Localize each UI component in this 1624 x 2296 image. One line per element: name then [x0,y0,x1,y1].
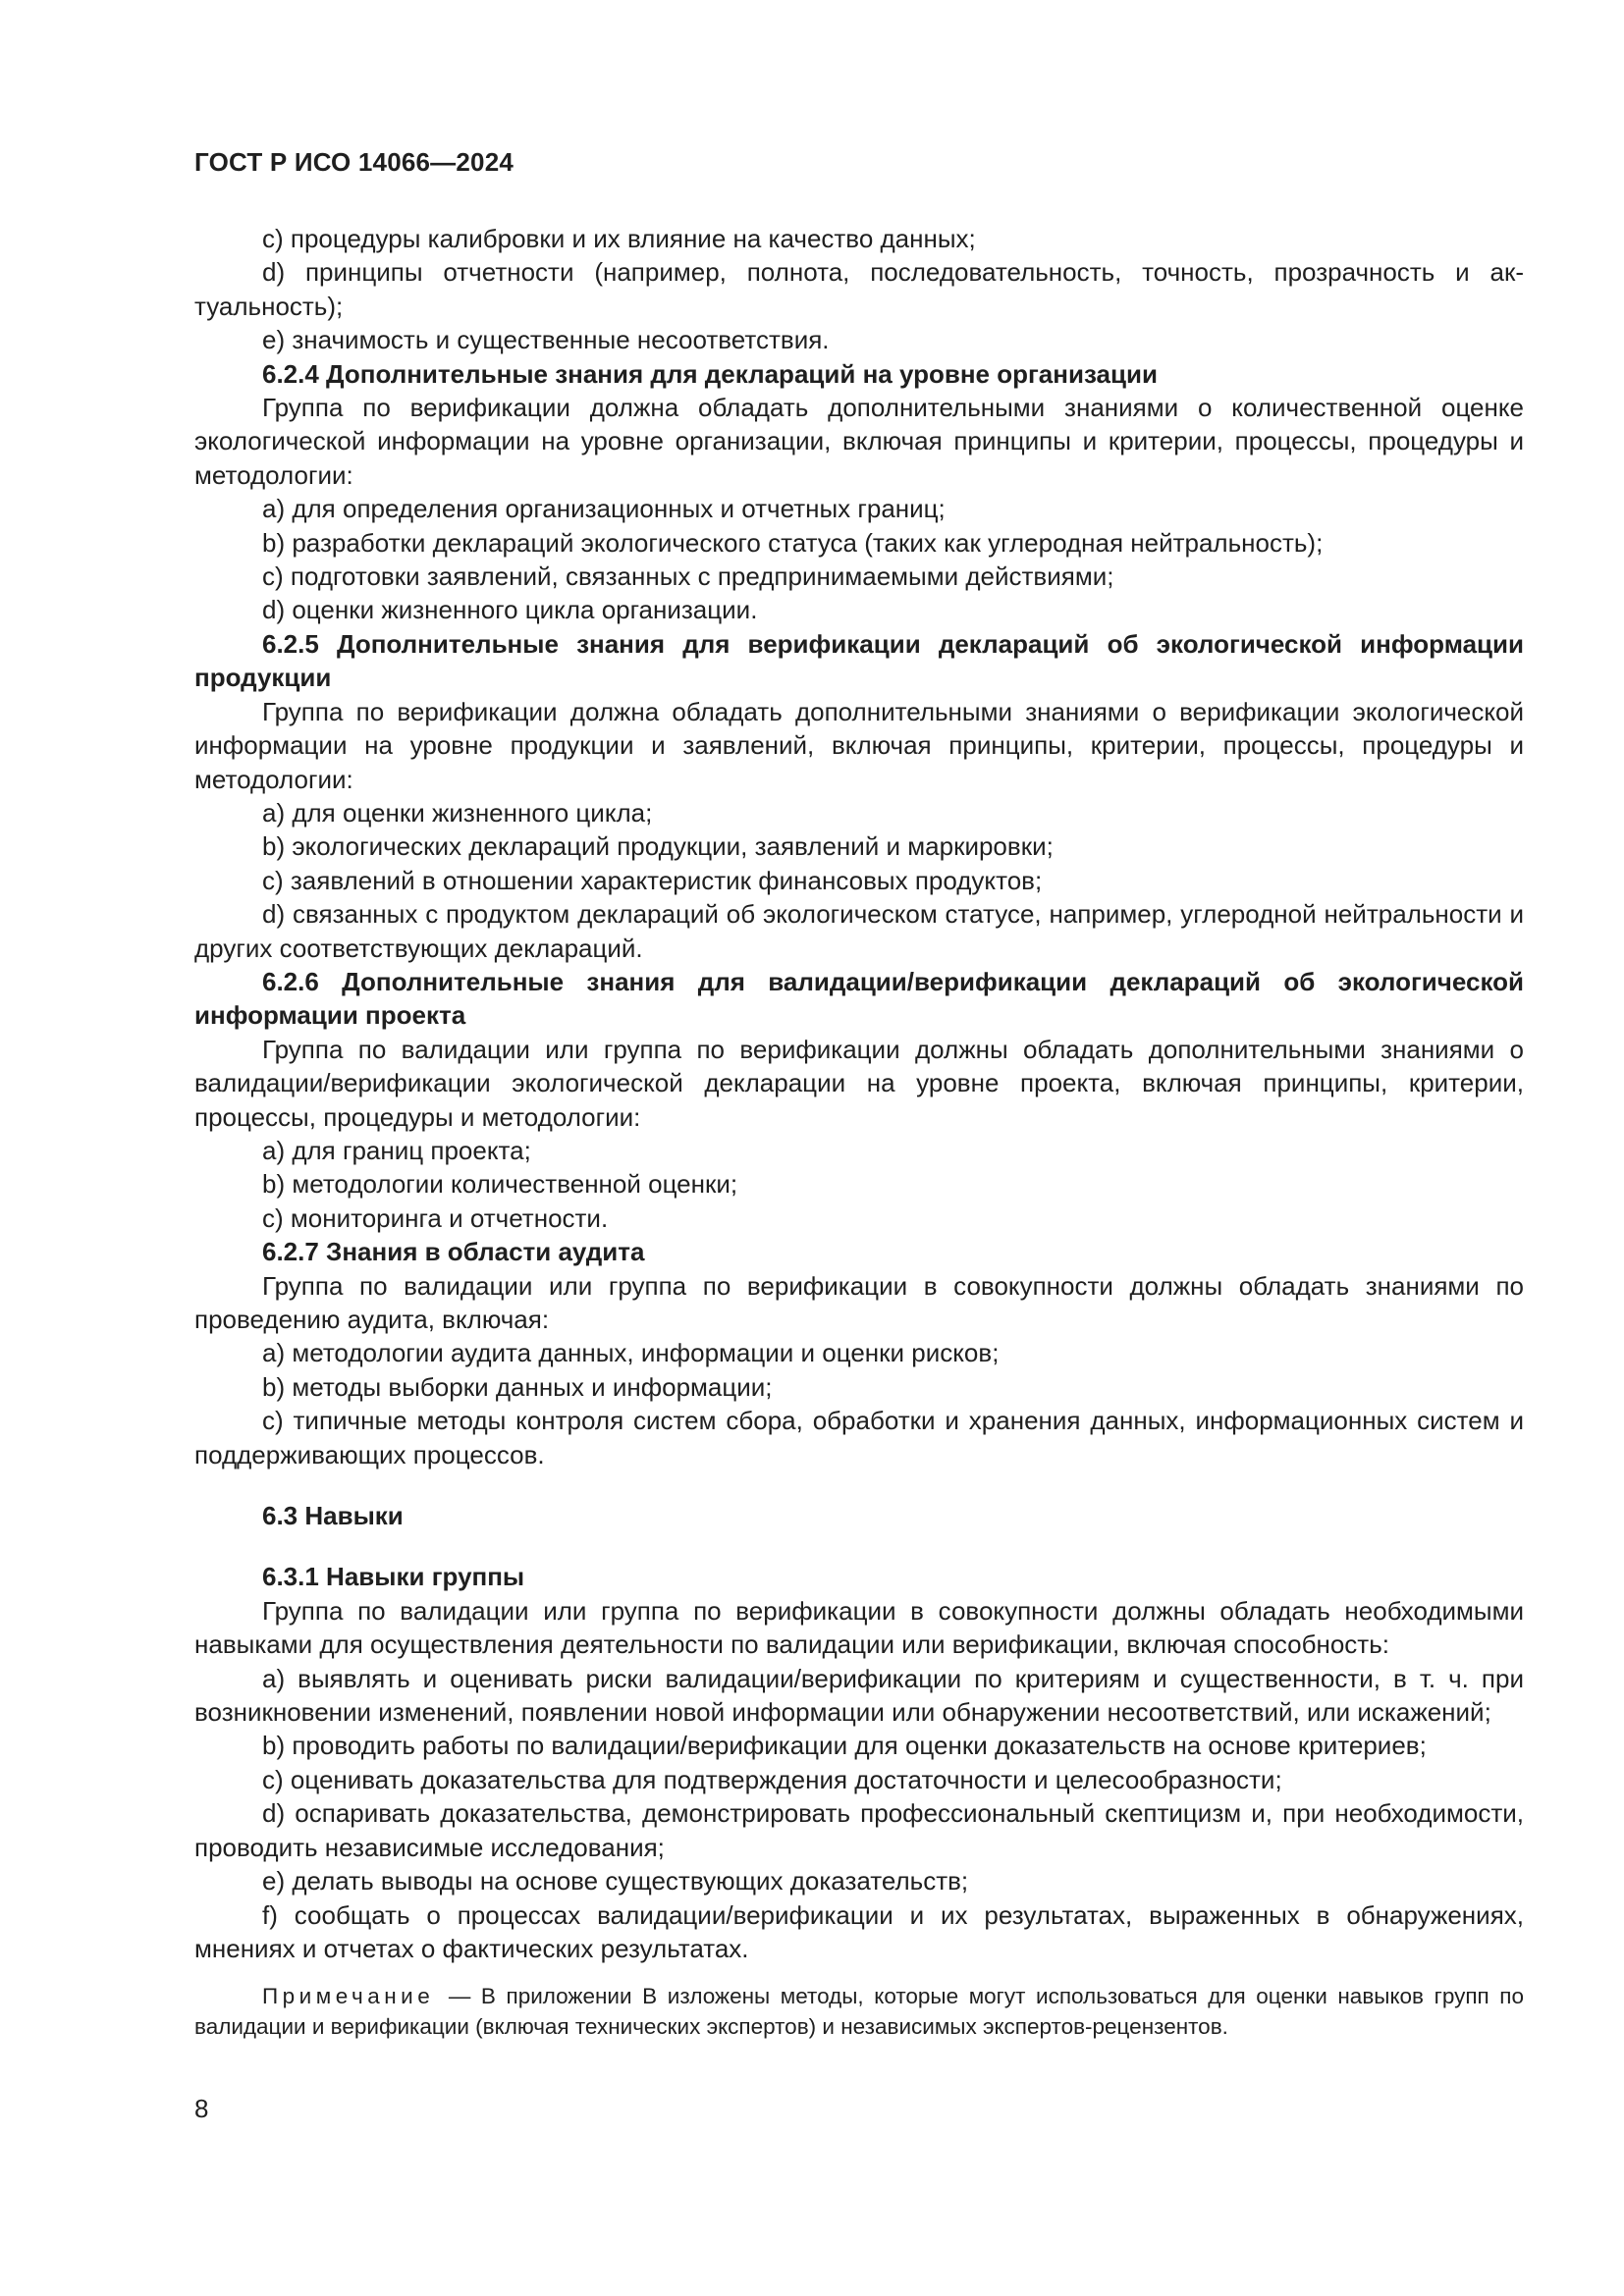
section-heading: 6.2.6 Дополнительные знания для валидации/верификации деклараций об экологической информации проекта [194,966,1524,1031]
list-item: b) разработки деклараций экологического статуса (таких как углеродная нейтральность); [262,527,1324,558]
list-item: d) оценки жизненного цикла организации. [262,595,758,625]
list-item: a) выявлять и оценивать риски валидации/верификации по критериям и существенности, в т. ч. при возникновении изменений, появлении новой информации или обнаружении несоответствий, или искажений; [194,1663,1524,1728]
list-item: c) оценивать доказательства для подтверждения достаточности и целесообразности; [262,1764,1282,1794]
body-paragraph: Группа по валидации или группа по верификации в совокупности должны обладать знаниями по проведению аудита, включая: [194,1270,1524,1334]
note-paragraph [194,1981,1524,2042]
section-heading: 6.2.4 Дополнительные знания для деклараций на уровне организации [262,358,1158,389]
section-heading: 6.2.7 Знания в области аудита [262,1237,645,1267]
body-paragraph: Группа по валидации или группа по верификации в совокупности должны обладать необходимыми навыками для осуществления деятельности по валидации или верификации, включая способность: [194,1595,1524,1660]
body-paragraph: Группа по валидации или группа по верификации должны обладать дополнительными знаниями о валидации/верификации экологической декларации на уровне проекта, включая принципы, критерии, процессы, процедуры и методологии: [194,1034,1524,1132]
list-item: e) значимость и существенные несоответствия. [262,325,830,355]
list-item: b) методологии количественной оценки; [262,1169,738,1200]
list-item: a) для границ проекта; [262,1135,531,1165]
section-heading: 6.2.5 Дополнительные знания для верификации деклараций об экологической информации продукции [194,628,1524,693]
section-heading: 6.3.1 Навыки группы [262,1562,525,1592]
body-paragraph: Группа по верификации должна обладать дополнительными знаниями о верификации экологической информации на уровне продукции и заявлений, включая принципы, критерии, процессы, процедуры и методологии: [194,696,1524,794]
list-item: c) мониторинга и отчетности. [262,1202,609,1233]
body-paragraph: Группа по верификации должна обладать дополнительными знаниями о количественной оценке экологической информации на уровне организации, включая принципы и критерии, процессы, процедуры и методологии: [194,393,1524,490]
list-item: c) подготовки заявлений, связанных с предпринимаемыми действиями; [262,561,1114,592]
list-item: c) типичные методы контроля систем сбора, обработки и хранения данных, информационных систем и поддерживающих процессов. [194,1406,1524,1469]
list-item: a) методологии аудита данных, информации и оценки рисков; [262,1338,1000,1368]
list-item: b) проводить работы по валидации/верификации для оценки доказательств на основе критериев; [262,1731,1427,1761]
list-item: c) заявлений в отношении характеристик финансовых продуктов; [262,865,1043,895]
list-item: b) методы выборки данных и информации; [262,1371,773,1402]
section-heading: 6.3 Навыки [262,1501,404,1531]
note-label: Примечание [262,1984,435,2009]
page-content [194,222,1524,2042]
note-text: — В приложении В изложены методы, которые могут использоваться для оценки навыков групп по валидации и верификации (включая технических экспертов) и независимых экспертов-рецензентов. [194,1984,1524,2040]
standard-code-header: ГОСТ Р ИСО 14066—2024 [194,147,514,177]
list-item: b) экологических деклараций продукции, заявлений и маркировки; [262,831,1054,862]
page-number: 8 [194,2094,209,2123]
list-item: a) для оценки жизненного цикла; [262,797,653,828]
list-item: c) процедуры калибровки и их влияние на качество данных; [262,224,976,253]
list-item: d) связанных с продуктом деклараций об экологическом статусе, например, углеродной нейтральности и других соответствующих деклараций. [194,899,1524,963]
list-item: a) для определения организационных и отчетных границ; [262,494,946,524]
list-item: d) оспаривать доказательства, демонстрировать профессиональный скептицизм и, при необходимости, проводить независимые исследования; [194,1798,1524,1862]
list-item: e) делать выводы на основе существующих доказательств; [262,1866,969,1896]
list-item: d) принципы отчетности (например, полнота, последовательность, точность, прозрачность и актуальность); [194,257,1524,321]
list-item: f) сообщать о процессах валидации/верификации и их результатах, выраженных в обнаружениях, мнениях и отчетах о фактических результатах. [194,1899,1524,1963]
